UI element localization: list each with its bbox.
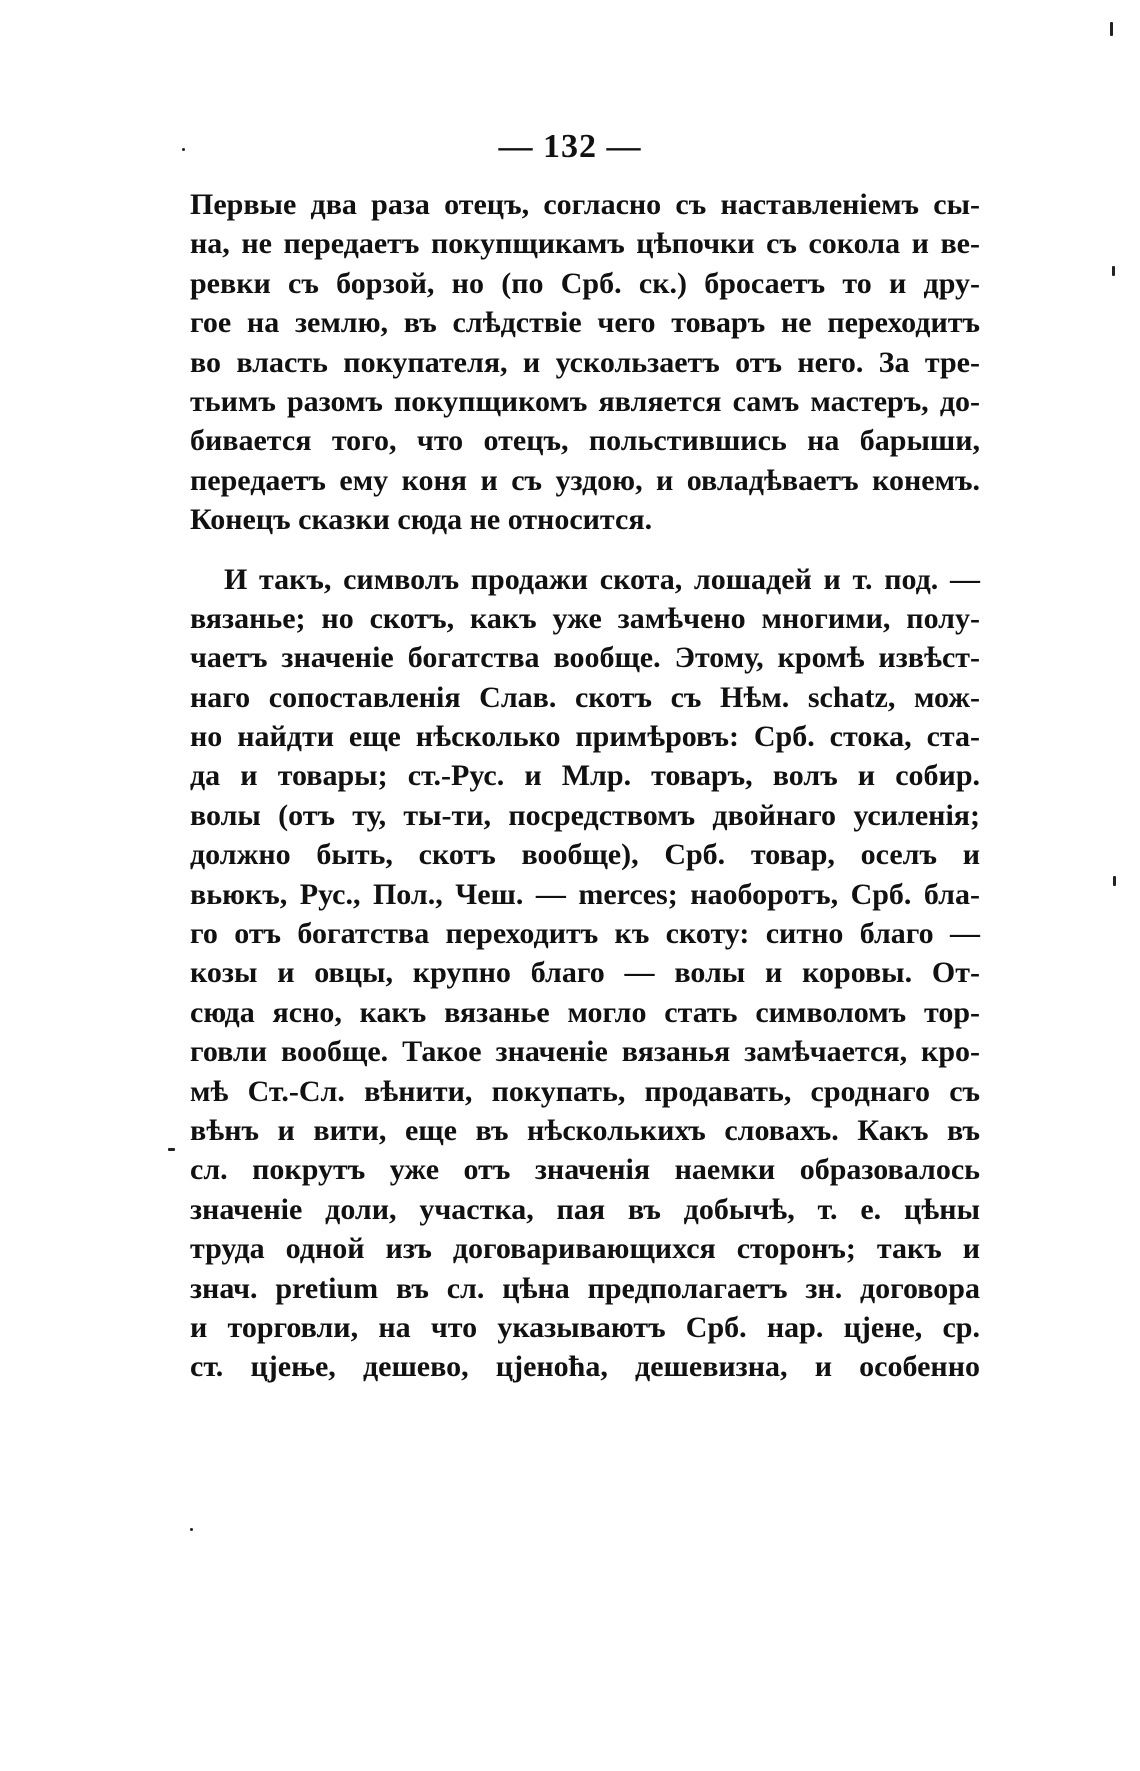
text-line: волы (отъ ту, ты-ти, посредствомъ двойнаго усиленія; <box>190 798 980 832</box>
scan-speck <box>182 148 185 151</box>
text-line: Конецъ сказки сюда не относится. <box>190 503 653 537</box>
body-text <box>190 185 980 1387</box>
scan-speck <box>1113 876 1116 886</box>
paragraph-gap <box>190 540 980 560</box>
text-line: знач. pretium въ сл. цѣна предполагаетъ зн. договора <box>190 1271 980 1305</box>
text-line: должно быть, скотъ вообще), Срб. товар, оселъ и <box>190 838 980 872</box>
text-line: мѣ Ст.-Сл. вѣнити, покупать, продавать, сроднаго съ <box>190 1074 980 1108</box>
text-line: труда одной изъ договаривающихся сторонъ; такъ и <box>190 1232 980 1266</box>
text-line: и торговли, на что указываютъ Срб. нар. цjене, ср. <box>190 1310 980 1344</box>
text-line: вѣнъ и вити, еще въ нѣсколькихъ словахъ. Какъ въ <box>190 1113 980 1147</box>
scan-speck <box>190 1528 193 1531</box>
text-line: сл. покрутъ уже отъ значенія наемки образовалось <box>190 1153 980 1187</box>
text-line: И такъ, символъ продажи скота, лошадей и т. под. — <box>224 562 980 596</box>
text-line: козы и овцы, крупно благо — волы и коровы. От- <box>190 956 980 990</box>
text-line: Первые два раза отецъ, согласно съ наставленіемъ сы- <box>190 188 980 221</box>
text-line: передаетъ ему коня и съ уздою, и овладѣваетъ конемъ. <box>190 463 980 497</box>
text-line: вьюкъ, Рус., Пол., Чеш. — merces; наоборотъ, Срб. бла- <box>190 877 980 911</box>
text-line: сюда ясно, какъ вязанье могло стать символомъ тор- <box>190 995 980 1029</box>
text-line: говли вообще. Такое значеніе вязанья замѣчается, кро- <box>190 1035 980 1069</box>
text-line: на, не передаетъ покупщикамъ цѣпочки съ сокола и ве- <box>190 227 980 261</box>
text-line: ст. цjење, дешево, цjеноћа, дешевизна, и особенно <box>190 1350 980 1384</box>
text-line: чаетъ значеніе богатства вообще. Этому, кромѣ извѣст- <box>190 641 980 675</box>
text-line: го отъ богатства переходитъ къ скоту: ситно благо — <box>190 917 980 951</box>
text-line: да и товары; ст.-Рус. и Млр. товаръ, волъ и собир. <box>190 759 980 793</box>
scan-speck <box>168 1148 175 1151</box>
page-number: — 132 — <box>498 128 642 165</box>
text-line: наго сопоставленія Слав. скотъ съ Нѣм. schatz, мож- <box>190 680 980 714</box>
text-line: во власть покупателя, и ускользаетъ отъ него. За тре- <box>190 345 980 379</box>
text-line: вязанье; но скотъ, какъ уже замѣчено многими, полу- <box>190 601 980 635</box>
text-line: но найдти еще нѣсколько примѣровъ: Срб. стока, ста- <box>190 720 980 754</box>
paragraph-2 <box>190 560 980 1387</box>
scan-speck <box>1110 22 1113 36</box>
scan-speck <box>1112 266 1115 276</box>
paragraph-1 <box>190 185 980 540</box>
text-line: ревки съ борзой, но (по Срб. ск.) бросаетъ то и дру- <box>190 266 980 300</box>
text-line: бивается того, что отецъ, польстившись на барыши, <box>190 424 980 458</box>
text-line: значеніе доли, участка, пая въ добычѣ, т. е. цѣны <box>190 1192 980 1226</box>
text-line: гое на землю, въ слѣдствіе чего товаръ не переходитъ <box>190 306 980 340</box>
text-line: тьимъ разомъ покупщикомъ является самъ мастеръ, до- <box>190 384 980 418</box>
